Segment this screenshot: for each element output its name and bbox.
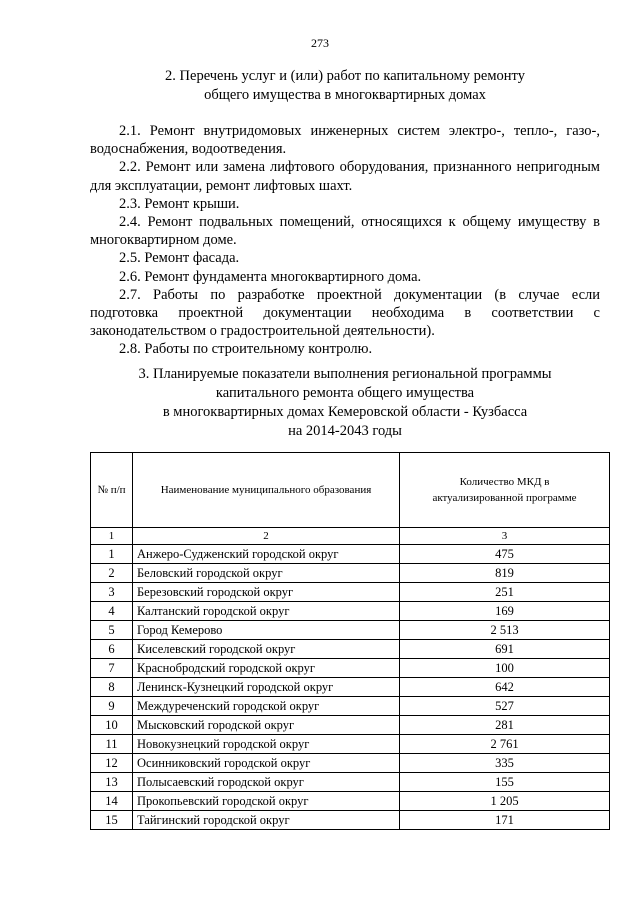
table-header-row [91, 453, 610, 528]
row-municipality: Прокопьевский городской округ [133, 792, 400, 811]
row-count: 100 [400, 659, 610, 678]
section-2-items [90, 122, 600, 359]
section-2-item: 2.8. Работы по строительному контролю. [119, 341, 373, 358]
row-number: 9 [91, 697, 133, 716]
section-2-title [90, 67, 600, 105]
row-municipality: Полысаевский городской округ [133, 773, 400, 792]
row-count: 2 761 [400, 735, 610, 754]
row-municipality: Тайгинский городской округ [133, 811, 400, 830]
row-municipality: Осинниковский городской округ [133, 754, 400, 773]
row-count: 1 205 [400, 792, 610, 811]
section-2-item: 2.3. Ремонт крыши. [119, 195, 240, 212]
row-count: 2 513 [400, 621, 610, 640]
table-row [91, 545, 610, 564]
row-municipality: Город Кемерово [133, 621, 400, 640]
table-row [91, 564, 610, 583]
section-2-item: 2.5. Ремонт фасада. [119, 250, 240, 267]
row-number: 6 [91, 640, 133, 659]
row-municipality: Ленинск-Кузнецкий городской округ [133, 678, 400, 697]
row-municipality: Калтанский городской округ [133, 602, 400, 621]
section-3-title-line-4: на 2014-2043 годы [288, 423, 402, 439]
table-row [91, 773, 610, 792]
row-count: 171 [400, 811, 610, 830]
row-municipality: Березовский городской округ [133, 583, 400, 602]
row-municipality: Беловский городской округ [133, 564, 400, 583]
section-2-item: 2.4. Ремонт подвальных помещений, относящихся к общему имуществу в многоквартирном доме. [90, 214, 600, 249]
row-number: 12 [91, 754, 133, 773]
row-number: 7 [91, 659, 133, 678]
row-count: 527 [400, 697, 610, 716]
table-row [91, 659, 610, 678]
section-3-title-line-2: капитального ремонта общего имущества [215, 385, 475, 401]
page-number: 273 [311, 36, 329, 50]
row-count: 475 [400, 545, 610, 564]
row-number: 8 [91, 678, 133, 697]
index-cell: 3 [400, 528, 610, 545]
table-row [91, 792, 610, 811]
row-number: 2 [91, 564, 133, 583]
section-2-title-line-2: общего имущества в многоквартирных домах [204, 87, 486, 103]
row-number: 15 [91, 811, 133, 830]
row-count: 155 [400, 773, 610, 792]
row-count: 819 [400, 564, 610, 583]
mkd-count-table [90, 452, 610, 830]
section-3-title [90, 365, 600, 441]
section-2-item: 2.6. Ремонт фундамента многоквартирного дома. [119, 268, 422, 285]
section-3-title-line-3: в многоквартирных домах Кемеровской области - Кузбасса [162, 404, 528, 420]
row-count: 642 [400, 678, 610, 697]
row-number: 5 [91, 621, 133, 640]
section-2-item: 2.1. Ремонт внутридомовых инженерных систем электро-, тепло-, газо-, водоснабжения, водоотведения. [90, 123, 600, 158]
section-2-item: 2.7. Работы по разработке проектной документации (в случае если подготовка проектной документации необходима в соответствии с законодательством о градостроительной деятельности). [90, 286, 600, 340]
table-row [91, 697, 610, 716]
row-count: 169 [400, 602, 610, 621]
row-municipality: Мысковский городской округ [133, 716, 400, 735]
table-row [91, 716, 610, 735]
row-count: 281 [400, 716, 610, 735]
section-2-title-line-1: 2. Перечень услуг и (или) работ по капитальному ремонту [165, 68, 525, 84]
row-municipality: Новокузнецкий городской округ [133, 735, 400, 754]
row-municipality: Киселевский городской округ [133, 640, 400, 659]
index-cell: 1 [91, 528, 133, 545]
row-number: 13 [91, 773, 133, 792]
row-count: 251 [400, 583, 610, 602]
index-cell: 2 [133, 528, 400, 545]
header-municipality: Наименование муниципального образования [133, 453, 400, 528]
table-row [91, 735, 610, 754]
row-count: 335 [400, 754, 610, 773]
row-number: 1 [91, 545, 133, 564]
row-municipality: Анжеро-Судженский городской округ [133, 545, 400, 564]
table-row [91, 602, 610, 621]
section-2-item: 2.2. Ремонт или замена лифтового оборудования, признанного непригодным для эксплуатации, ремонт лифтовых шахт. [90, 159, 600, 194]
table-row [91, 754, 610, 773]
table-row [91, 640, 610, 659]
table-row [91, 811, 610, 830]
row-number: 3 [91, 583, 133, 602]
table-row [91, 583, 610, 602]
header-number: № п/п [91, 453, 133, 528]
header-mkd-count: Количество МКД в актуализированной программе [400, 453, 610, 528]
table-row [91, 621, 610, 640]
row-number: 11 [91, 735, 133, 754]
section-3-title-line-1: 3. Планируемые показатели выполнения региональной программы [138, 366, 552, 382]
table-row [91, 678, 610, 697]
row-municipality: Краснобродский городской округ [133, 659, 400, 678]
row-municipality: Междуреченский городской округ [133, 697, 400, 716]
table-index-row [91, 528, 610, 545]
row-count: 691 [400, 640, 610, 659]
row-number: 4 [91, 602, 133, 621]
row-number: 10 [91, 716, 133, 735]
row-number: 14 [91, 792, 133, 811]
